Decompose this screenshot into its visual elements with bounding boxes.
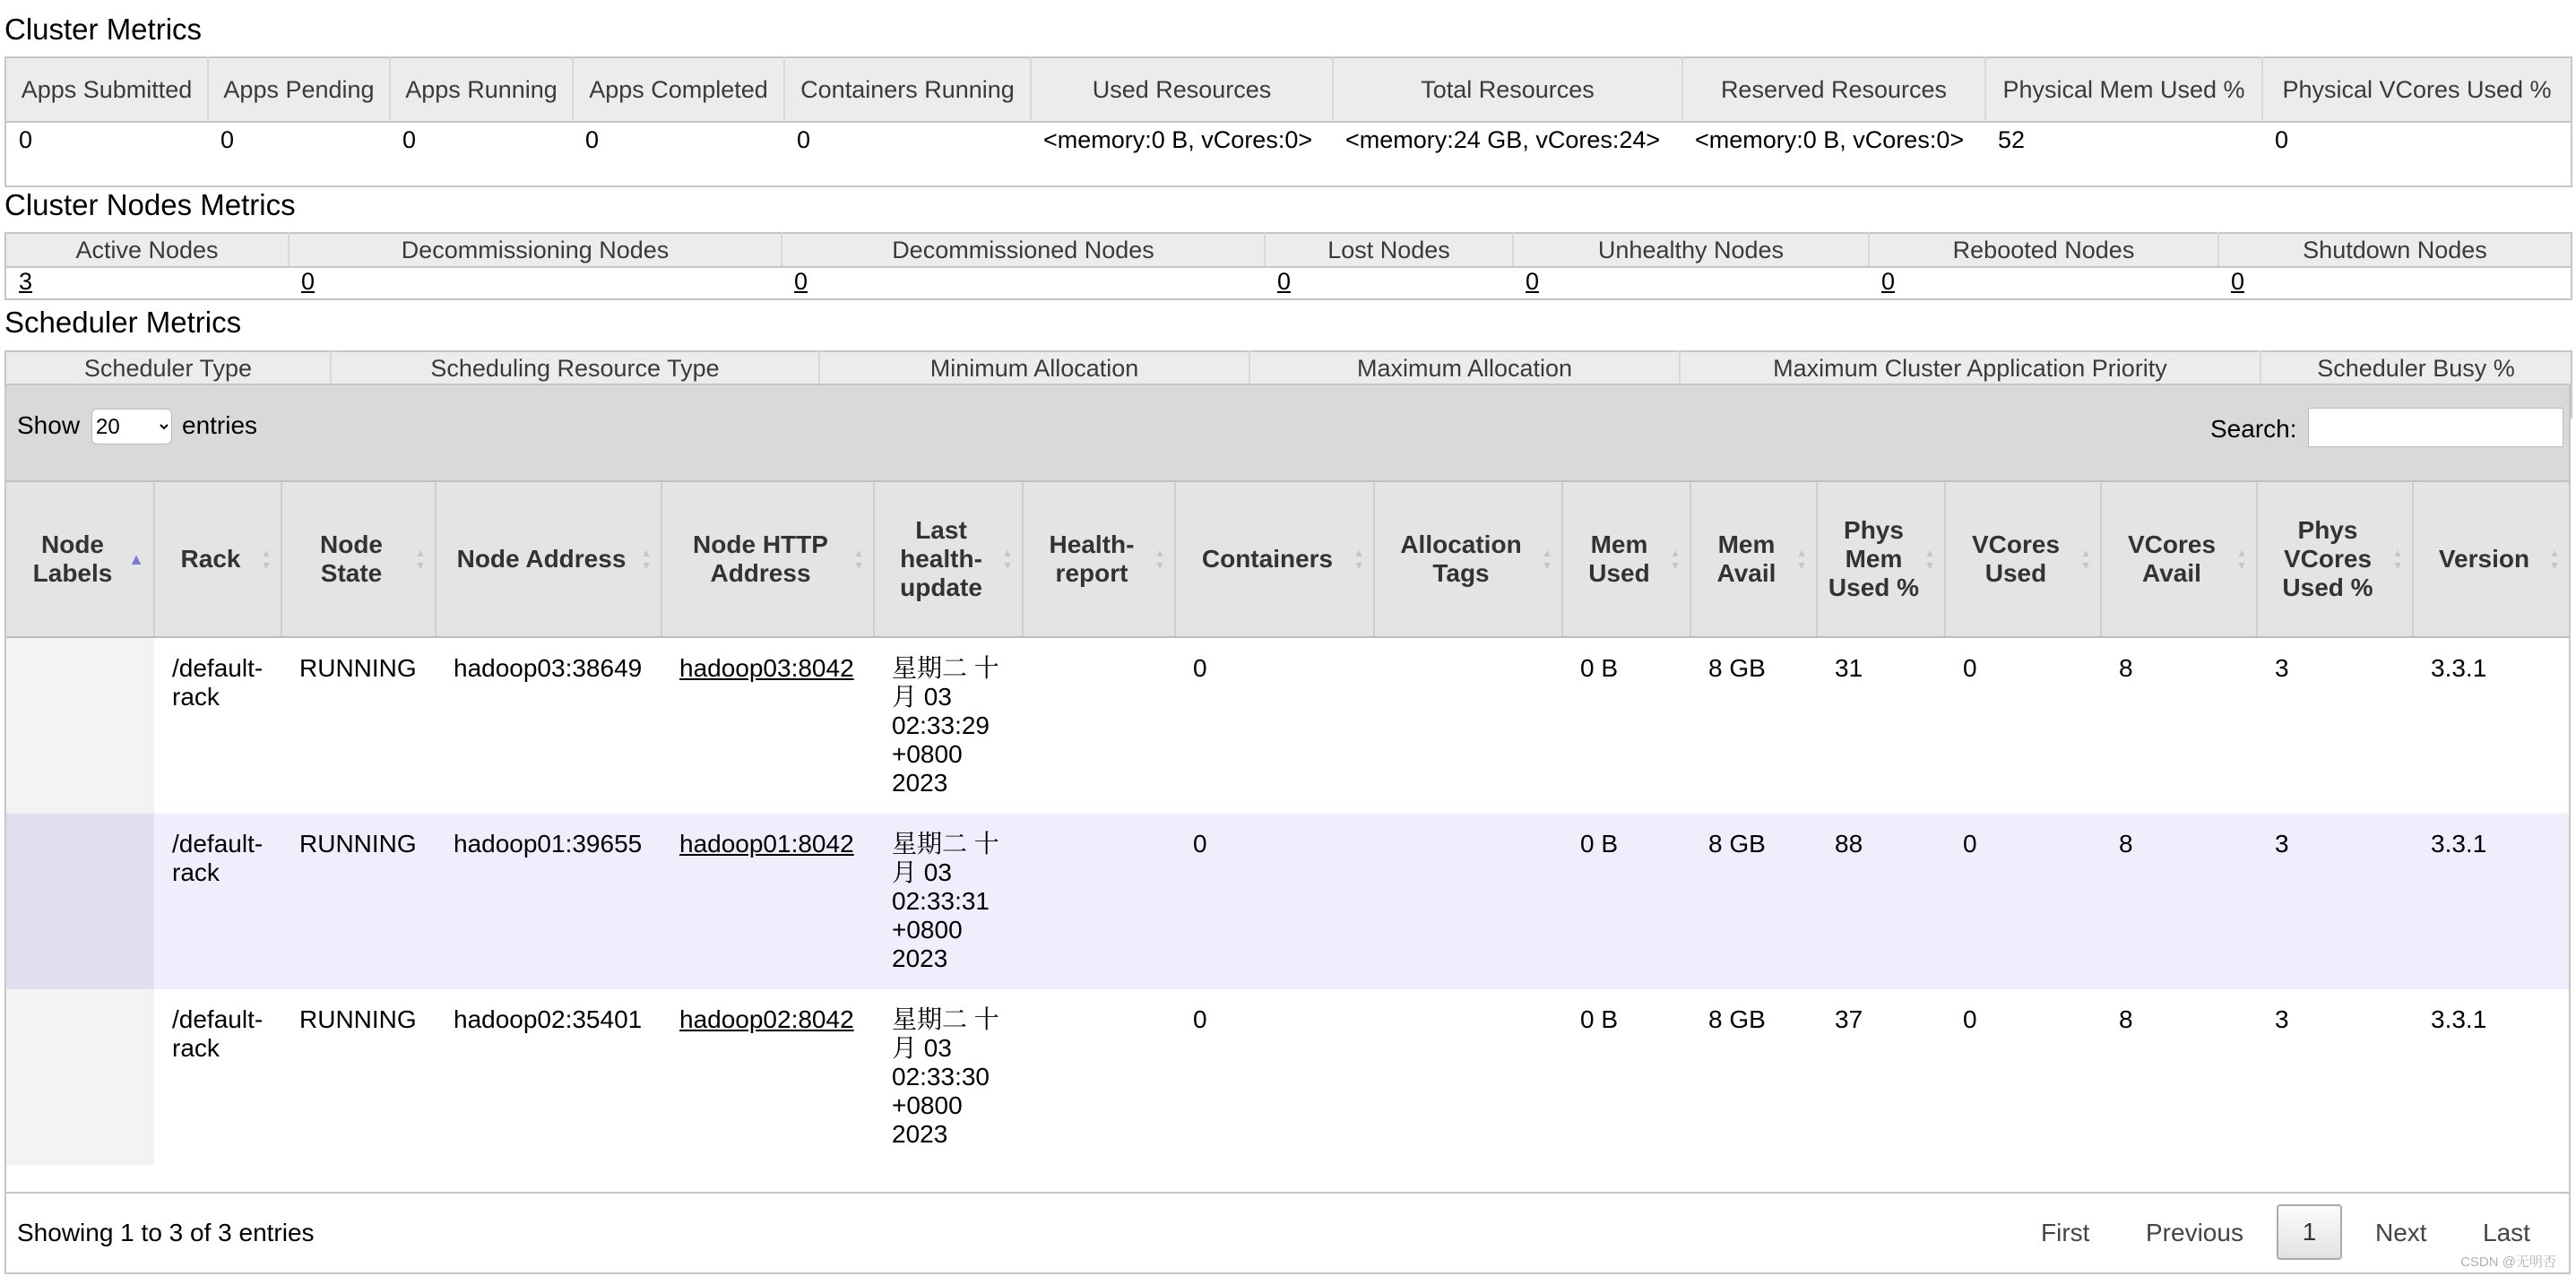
sort-both-icon: ▲ ▼ bbox=[261, 547, 272, 572]
header-total-resources: Total Resources bbox=[1333, 57, 1682, 122]
col-phys-vcores-used[interactable] bbox=[2257, 482, 2413, 637]
value-apps-completed: 0 bbox=[585, 126, 600, 153]
col-vcores-used-text: VCores Used bbox=[1971, 530, 2061, 587]
cell-mem-avail: 8 GB bbox=[1690, 814, 1817, 989]
sort-both-icon: ▲ ▼ bbox=[1353, 547, 1364, 572]
header-minimum-allocation: Minimum Allocation bbox=[819, 351, 1249, 385]
col-version[interactable] bbox=[2413, 482, 2569, 637]
value-containers-running: 0 bbox=[797, 126, 811, 153]
cell-node-state: RUNNING bbox=[281, 814, 436, 989]
node-http-address-link[interactable]: hadoop01:8042 bbox=[679, 830, 854, 858]
nodes-table bbox=[6, 482, 2569, 1165]
header-unhealthy-nodes: Unhealthy Nodes bbox=[1513, 233, 1869, 267]
node-http-address-link[interactable]: hadoop02:8042 bbox=[679, 1005, 854, 1033]
cell-node-address: hadoop03:38649 bbox=[436, 637, 661, 814]
col-node-address[interactable] bbox=[436, 482, 661, 637]
cell-phys-vcores-used: 3 bbox=[2257, 637, 2413, 814]
search-label: Search: bbox=[2210, 415, 2297, 443]
col-vcores-avail-text: VCores Avail bbox=[2127, 530, 2217, 587]
sort-both-icon: ▲ ▼ bbox=[1002, 547, 1013, 572]
sort-both-icon: ▲ ▼ bbox=[1154, 547, 1165, 572]
cluster-nodes-metrics-title: Cluster Nodes Metrics bbox=[4, 188, 296, 221]
col-last-health-update-text: Last health-update bbox=[900, 516, 982, 601]
cell-vcores-avail: 8 bbox=[2101, 637, 2257, 814]
col-rack[interactable] bbox=[154, 482, 281, 637]
sort-both-icon: ▲ ▼ bbox=[2080, 547, 2091, 572]
sort-both-icon: ▲ ▼ bbox=[1542, 547, 1552, 572]
cell-mem-used: 0 B bbox=[1562, 637, 1690, 814]
cell-health-report bbox=[1023, 989, 1175, 1165]
header-lost-nodes: Lost Nodes bbox=[1265, 233, 1513, 267]
col-health-report-text: Health-report bbox=[1049, 530, 1135, 587]
table-info: Showing 1 to 3 of 3 entries bbox=[17, 1219, 315, 1246]
cell-node-labels bbox=[6, 814, 154, 989]
col-node-http-address[interactable] bbox=[661, 482, 874, 637]
lost-nodes-link[interactable]: 0 bbox=[1277, 268, 1292, 295]
show-label: Show bbox=[17, 411, 81, 439]
col-node-http-address-text: Node HTTP Address bbox=[693, 530, 828, 587]
header-apps-submitted: Apps Submitted bbox=[5, 57, 208, 122]
header-used-resources: Used Resources bbox=[1031, 57, 1333, 122]
cell-allocation-tags bbox=[1374, 637, 1562, 814]
cell-containers: 0 bbox=[1175, 637, 1374, 814]
col-vcores-avail[interactable] bbox=[2101, 482, 2257, 637]
header-active-nodes: Active Nodes bbox=[5, 233, 289, 267]
sort-both-icon: ▲ ▼ bbox=[1924, 547, 1935, 572]
header-scheduler-type: Scheduler Type bbox=[5, 351, 331, 385]
header-physical-mem-used: Physical Mem Used % bbox=[1985, 57, 2262, 122]
value-apps-pending: 0 bbox=[220, 126, 235, 153]
header-maximum-allocation: Maximum Allocation bbox=[1249, 351, 1680, 385]
cell-node-state: RUNNING bbox=[281, 989, 436, 1165]
cell-vcores-avail: 8 bbox=[2101, 989, 2257, 1165]
col-phys-vcores-used-text: Phys VCores Used % bbox=[2282, 516, 2373, 601]
active-nodes-link[interactable]: 3 bbox=[19, 268, 33, 295]
table-row bbox=[6, 637, 2569, 814]
sort-both-icon: ▲ ▼ bbox=[1796, 547, 1807, 572]
cell-phys-vcores-used: 3 bbox=[2257, 989, 2413, 1165]
cell-last-health-update: 星期二 十月 03 02:33:29 +0800 2023 bbox=[874, 637, 1023, 814]
col-mem-avail[interactable] bbox=[1690, 482, 1817, 637]
decommissioning-nodes-link[interactable]: 0 bbox=[301, 268, 316, 295]
cell-vcores-avail: 8 bbox=[2101, 814, 2257, 989]
col-containers-text: Containers bbox=[1201, 545, 1334, 573]
cell-node-labels bbox=[6, 989, 154, 1165]
cell-version: 3.3.1 bbox=[2413, 989, 2569, 1165]
sort-both-icon: ▲ ▼ bbox=[1670, 547, 1681, 572]
cell-node-state: RUNNING bbox=[281, 637, 436, 814]
sort-both-icon: ▲ ▼ bbox=[415, 547, 426, 572]
cell-rack: /default-rack bbox=[154, 989, 281, 1165]
cell-health-report bbox=[1023, 814, 1175, 989]
cell-vcores-used: 0 bbox=[1945, 814, 2101, 989]
header-apps-completed: Apps Completed bbox=[573, 57, 784, 122]
table-row bbox=[6, 814, 2569, 989]
rebooted-nodes-link[interactable]: 0 bbox=[1881, 268, 1896, 295]
sort-both-icon: ▲ ▼ bbox=[2236, 547, 2247, 572]
value-apps-submitted: 0 bbox=[19, 126, 33, 153]
cell-mem-used: 0 B bbox=[1562, 989, 1690, 1165]
header-decommissioning-nodes: Decommissioning Nodes bbox=[289, 233, 782, 267]
datatable-footer bbox=[6, 1192, 2569, 1272]
cell-rack: /default-rack bbox=[154, 637, 281, 814]
value-physical-mem-used: 52 bbox=[1998, 126, 2026, 153]
cell-version: 3.3.1 bbox=[2413, 637, 2569, 814]
header-physical-vcores-used: Physical VCores Used % bbox=[2262, 57, 2572, 122]
cell-phys-mem-used: 88 bbox=[1817, 814, 1945, 989]
cluster-metrics-table bbox=[4, 56, 2572, 187]
value-used-resources: <memory:0 B, vCores:0> bbox=[1043, 126, 1313, 153]
pager-previous-button[interactable]: Previous bbox=[2146, 1219, 2243, 1246]
col-node-address-text: Node Address bbox=[456, 545, 627, 573]
unhealthy-nodes-link[interactable]: 0 bbox=[1526, 268, 1540, 295]
cell-allocation-tags bbox=[1374, 814, 1562, 989]
cell-vcores-used: 0 bbox=[1945, 637, 2101, 814]
shutdown-nodes-link[interactable]: 0 bbox=[2231, 268, 2245, 295]
col-node-state-text: Node State bbox=[320, 530, 383, 587]
sort-both-icon: ▲ ▼ bbox=[853, 547, 864, 572]
cell-mem-used: 0 B bbox=[1562, 814, 1690, 989]
col-vcores-used[interactable] bbox=[1945, 482, 2101, 637]
cell-last-health-update: 星期二 十月 03 02:33:31 +0800 2023 bbox=[874, 814, 1023, 989]
col-phys-mem-used-text: Phys Mem Used % bbox=[1828, 516, 1920, 601]
col-mem-used[interactable] bbox=[1562, 482, 1690, 637]
pager-current-page[interactable]: 1 bbox=[2277, 1204, 2342, 1260]
col-allocation-tags-text: Allocation Tags bbox=[1400, 530, 1522, 587]
col-phys-mem-used[interactable] bbox=[1817, 482, 1945, 637]
cluster-nodes-metrics-table bbox=[4, 232, 2572, 300]
sort-both-icon: ▲ ▼ bbox=[2392, 547, 2403, 572]
pager-next-button[interactable]: Next bbox=[2375, 1219, 2427, 1246]
cell-mem-avail: 8 GB bbox=[1690, 989, 1817, 1165]
header-max-cluster-app-priority: Maximum Cluster Application Priority bbox=[1680, 351, 2260, 385]
table-row bbox=[6, 989, 2569, 1165]
nodes-datatable bbox=[4, 384, 2571, 1274]
node-http-address-link[interactable]: hadoop03:8042 bbox=[679, 654, 854, 682]
sort-both-icon: ▲ ▼ bbox=[2549, 547, 2560, 572]
cell-health-report bbox=[1023, 637, 1175, 814]
col-node-labels-text: Node Labels bbox=[32, 530, 113, 587]
cell-mem-avail: 8 GB bbox=[1690, 637, 1817, 814]
header-reserved-resources: Reserved Resources bbox=[1682, 57, 1985, 122]
watermark: CSDN @无明否 bbox=[2460, 1254, 2556, 1270]
header-apps-running: Apps Running bbox=[390, 57, 573, 122]
cell-last-health-update: 星期二 十月 03 02:33:30 +0800 2023 bbox=[874, 989, 1023, 1165]
value-reserved-resources: <memory:0 B, vCores:0> bbox=[1695, 126, 1965, 153]
value-total-resources: <memory:24 GB, vCores:24> bbox=[1345, 126, 1661, 153]
scheduler-metrics-title: Scheduler Metrics bbox=[4, 306, 242, 339]
col-mem-used-text: Mem Used bbox=[1588, 530, 1650, 587]
cluster-metrics-title: Cluster Metrics bbox=[4, 13, 203, 46]
col-node-labels[interactable] bbox=[6, 482, 154, 637]
cell-allocation-tags bbox=[1374, 989, 1562, 1165]
cell-node-address: hadoop02:35401 bbox=[436, 989, 661, 1165]
value-apps-running: 0 bbox=[402, 126, 417, 153]
pager-first-button[interactable]: First bbox=[2041, 1219, 2090, 1246]
header-apps-pending: Apps Pending bbox=[208, 57, 390, 122]
entries-label: entries bbox=[182, 411, 258, 439]
col-health-report[interactable] bbox=[1023, 482, 1175, 637]
page-length-select[interactable] bbox=[91, 409, 172, 444]
col-containers[interactable] bbox=[1175, 482, 1374, 637]
sort-both-icon: ▲ ▼ bbox=[641, 547, 652, 572]
value-physical-vcores-used: 0 bbox=[2275, 126, 2289, 153]
cell-containers: 0 bbox=[1175, 814, 1374, 989]
cell-version: 3.3.1 bbox=[2413, 814, 2569, 989]
search-input[interactable] bbox=[2308, 408, 2563, 447]
cell-phys-mem-used: 37 bbox=[1817, 989, 1945, 1165]
header-shutdown-nodes: Shutdown Nodes bbox=[2218, 233, 2572, 267]
decommissioned-nodes-link[interactable]: 0 bbox=[794, 268, 808, 295]
cell-vcores-used: 0 bbox=[1945, 989, 2101, 1165]
header-decommissioned-nodes: Decommissioned Nodes bbox=[782, 233, 1265, 267]
cell-containers: 0 bbox=[1175, 989, 1374, 1165]
col-node-state[interactable] bbox=[281, 482, 436, 637]
col-rack-text: Rack bbox=[180, 545, 241, 573]
cell-node-labels bbox=[6, 637, 154, 814]
header-containers-running: Containers Running bbox=[784, 57, 1031, 122]
cell-phys-mem-used: 31 bbox=[1817, 637, 1945, 814]
col-allocation-tags[interactable] bbox=[1374, 482, 1562, 637]
cell-rack: /default-rack bbox=[154, 814, 281, 989]
col-version-text: Version bbox=[2438, 545, 2530, 573]
datatable-toolbar bbox=[6, 385, 2569, 482]
cell-node-address: hadoop01:39655 bbox=[436, 814, 661, 989]
header-rebooted-nodes: Rebooted Nodes bbox=[1869, 233, 2218, 267]
pager-last-button[interactable]: Last bbox=[2483, 1219, 2530, 1246]
col-mem-avail-text: Mem Avail bbox=[1716, 530, 1776, 587]
sort-asc-icon: ▲ bbox=[128, 550, 144, 568]
cell-phys-vcores-used: 3 bbox=[2257, 814, 2413, 989]
header-scheduling-resource-type: Scheduling Resource Type bbox=[331, 351, 819, 385]
header-scheduler-busy: Scheduler Busy % bbox=[2260, 351, 2572, 385]
col-last-health-update[interactable] bbox=[874, 482, 1023, 637]
